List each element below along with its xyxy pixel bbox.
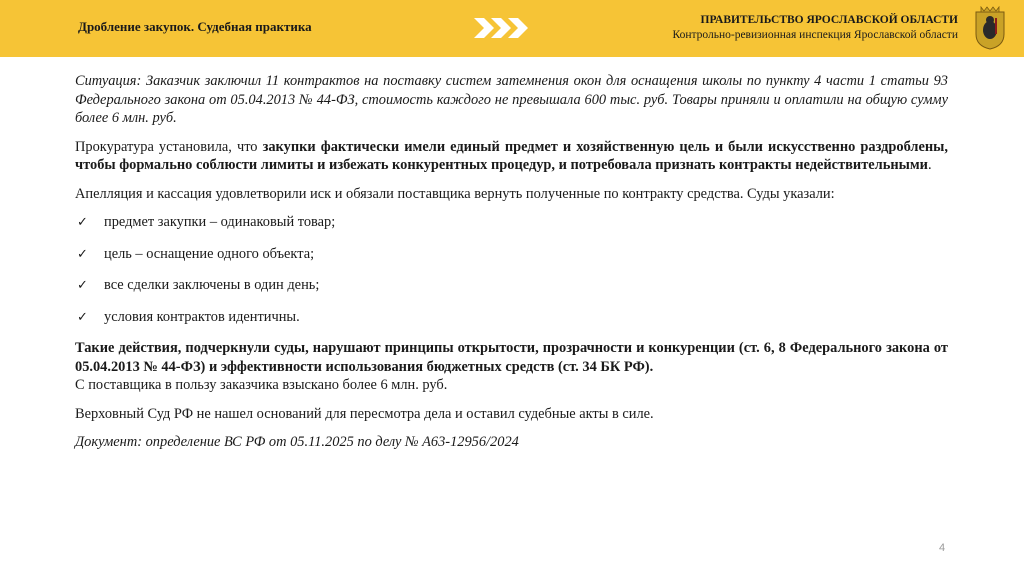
checkmark-icon: ✓ [77, 308, 88, 324]
prosecutor-suffix: . [927, 157, 932, 173]
organization-subtitle: Контрольно-ревизионная инспекция Ярославской области [672, 29, 958, 41]
organization-block [672, 13, 958, 43]
coat-of-arms-icon [974, 6, 1006, 50]
chevrons-right-icon [470, 14, 530, 42]
list-item: ✓ все сделки заключены в один день; [77, 277, 320, 293]
list-item: ✓ предмет закупки – одинаковый товар; [77, 214, 336, 230]
checkmark-icon: ✓ [77, 214, 88, 229]
supreme-court-paragraph: Верховный Суд РФ не нашел оснований для пересмотра дела и оставил судебные акты в силе. [75, 405, 654, 422]
list-item: ✓ условия контрактов идентичны. [77, 308, 300, 325]
page-title: Дробление закупок. Судебная практика [78, 19, 312, 34]
prosecutor-paragraph [75, 138, 948, 175]
conclusion-plain-text: С поставщика в пользу заказчика взыскано более 6 млн. руб. [75, 377, 448, 393]
slide-content [75, 72, 948, 462]
organization-name: ПРАВИТЕЛЬСТВО ЯРОСЛАВСКОЙ ОБЛАСТИ [700, 14, 958, 26]
court-findings-list [75, 213, 948, 326]
list-item: ✓ цель – оснащение одного объекта; [77, 245, 315, 262]
situation-paragraph: Ситуация: Заказчик заключил 11 контрактов на поставку систем затемнения окон для оснащения школы по пункту 4 части 1 статьи 93 Федерального закона от 05.04.2013 № 44-ФЗ, стоимость каждого не превышала 600 тыс. руб. Товары приняли и оплатили на общую сумму более 6 млн. руб. [75, 73, 948, 126]
conclusion-paragraph [75, 339, 948, 395]
courts-intro-paragraph: Апелляция и кассация удовлетворили иск и обязали поставщика вернуть полученные по контракту средства. Суды указали: [75, 185, 835, 202]
prosecutor-prefix: Прокуратура установила, что [75, 138, 263, 155]
document-reference: Документ: определение ВС РФ от 05.11.2025 по делу № А63-12956/2024 [75, 434, 519, 450]
prosecutor-bold-text: закупки фактически имели единый предмет и хозяйственную цель и были искусственно раздроблены, чтобы формально соблюсти лимиты и избежать конкурентных процедур, и потребовала признать контракты недействительными [75, 138, 949, 173]
page-number: 4 [939, 542, 946, 554]
checkmark-icon: ✓ [77, 277, 88, 292]
conclusion-bold-text: Такие действия, подчеркнули суды, нарушают принципы открытости, прозрачности и конкуренции (ст. 6, 8 Федерального закона от 05.04.2013 № 44-ФЗ) и эффективности использования бюджетных средств (ст. 34 БК РФ). [75, 340, 948, 375]
header-bar [0, 0, 1024, 57]
checkmark-icon: ✓ [77, 245, 88, 261]
